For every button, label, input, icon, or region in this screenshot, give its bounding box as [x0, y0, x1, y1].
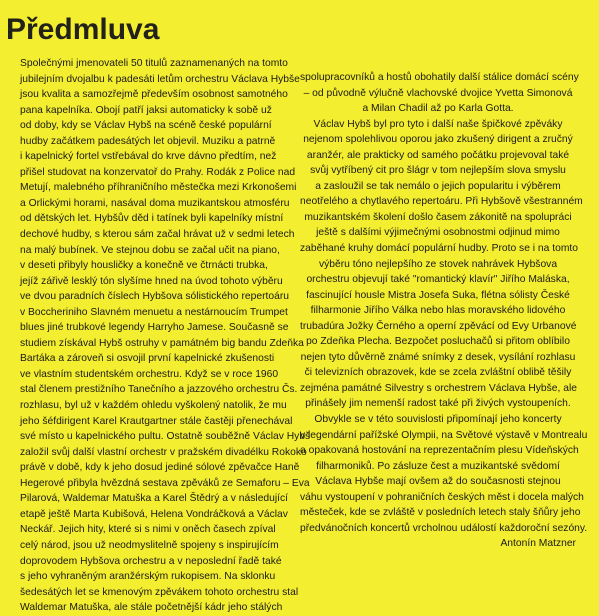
text-line: aranžér, ale prakticky od samého počátku projevoval také — [306, 149, 570, 161]
text-line: své místo u kapelnického pultu. Ostatně souběžně Václav Hybš — [20, 431, 311, 443]
text-line: výběru tóno nejlepšího ze stovek nahrávek Hybšova — [318, 258, 558, 270]
text-line: od dětských let. Hybšův děd i tatínek byli kapelníky místní — [20, 213, 284, 225]
text-line: přinášely jim nemenší radost také při živých vystoupeních. — [305, 398, 571, 410]
text-line: ve dvou paradních číslech Hybšova sólistického repertoáru — [20, 291, 290, 303]
text-line: spolupracovníků a hostů obohatily další stálice domácí scény — [300, 72, 579, 83]
text-line: Hegerové přibyla hvězdná sestava zpěváků ze Semaforu – Eva — [20, 477, 310, 489]
text-line: od doby, kdy se Václav Hybš na scéně české populární — [20, 120, 272, 132]
text-line: jubilejním dvojalbu k padesáti letům orchestru Václava Hybše — [20, 73, 300, 85]
text-line: a Orlickými horami, nasával doma muzikantskou atmosféru — [20, 197, 290, 209]
text-line: a zasloužil se tak nemálo o jejich popularitu i výběrem — [315, 180, 561, 192]
text-line: – od původně výlučně vlachovské dvojice Yvetta Simonová — [303, 87, 573, 99]
text-line: váhu vystoupení v pohraničních českých měst i docela malých — [300, 491, 584, 503]
text-line: nejenom spolehlivou oporou jako zkušený dirigent a zručný — [303, 134, 573, 146]
text-line: Waldemar Matuška, ale stále početnější kádr jeho stálých — [20, 602, 283, 614]
text-line: po Zdeňka Plecha. Bezpočet posluchačů si přitom oblíbilo — [306, 336, 570, 348]
text-line: nejen tyto důvěrně známé snímky z desek, vysílání rozhlasu — [300, 351, 576, 363]
text-line: Neckář. Jejich hity, které si s nimi v oněch časech zpíval — [20, 524, 276, 536]
text-line: městeček, kde se zvláště v posledních letech staly šňůry jeho — [300, 507, 581, 519]
text-line: filharmonie Jiřího Válka nebo hlas moravského lidového — [310, 305, 566, 317]
text-line: jsou kvalita a samozřejmě především osobnost samotného — [20, 89, 288, 101]
text-line: filharmoniků. Po zásluze čest a muzikantské svědomí — [316, 460, 560, 472]
text-line: Bartáka a zároveň si osvojil první kapelnické zkušenosti — [20, 353, 275, 365]
text-line: v deseti přibyly housličky a konečně ve čtrnácti trubka, — [20, 260, 268, 272]
text-line: neotřelého a chytlavého repertoáru. Při Hybšově všestranném — [300, 196, 583, 208]
text-line: Václava Hybše mají ovšem až do současnosti stejnou — [315, 476, 561, 488]
text-line: orchestru objevují také "romantický klavír" Jiřího Maláska, — [306, 274, 570, 286]
text-line: zejména památné Silvestry s orchestrem Václava Hybše, ale — [300, 382, 577, 394]
text-line: v legendární pařížské Olympii, na Světové výstavě v Montrealu — [300, 429, 588, 441]
text-line: Václav Hybš byl pro tyto i další naše špičkové zpěváky — [313, 118, 563, 130]
text-line: šedesátých let se kmenovým zpěvákem tohoto orchestru stal — [20, 586, 299, 598]
text-line: pana kapelníka. Obojí patří jaksi automaticky k sobě už — [20, 104, 272, 116]
text-line: jejíž zářivě lesklý tón slyšíme hned na úvod tohoto výběru — [20, 275, 283, 287]
text-line: Pilarová, Waldemar Matuška a Karel Štědrý a v následující — [20, 493, 289, 505]
text-line: s jeho vyhraněným aranžérským rukopisem. Na sklonku — [20, 571, 276, 583]
left-column-text — [20, 56, 311, 616]
text-line: i kapelnický fortel vstřebával do krve dávno předtím, než — [20, 151, 277, 163]
text-line: svůj vytříbený cit pro šlágr v tom nejlepším slova smyslu — [310, 165, 566, 177]
text-line: studiem získával Hybš ostruhy v památném big bandu Zdeňka — [20, 337, 304, 349]
text-line: stal členem prestižního Tanečního a jazzového orchestru Čs. — [20, 384, 298, 396]
text-line: ještě s dalšími výjimečnými osobnostmi odjinud mimo — [316, 227, 560, 239]
text-line: na malý bubínek. Ve stejnou dobu se začal učit na piano, — [20, 244, 280, 256]
text-line: Obvykle se v této souvislosti připomínají jeho koncerty — [314, 414, 562, 426]
text-line: v Boccheriniho Slavném menuetu a nestárnoucím Trumpet — [20, 306, 288, 318]
text-line: blues jiné trubkové legendy Harryho Jamese. Současně se — [20, 322, 289, 334]
text-line: etapě ještě Marta Kubišová, Helena Vondráčková a Václav — [20, 508, 288, 520]
text-line: předvánočních koncertů vrcholnou událostí každoroční sezóny. — [300, 522, 588, 534]
text-line: založil svůj další vlastní orchestr v pražském divadélku Rokoko — [20, 446, 307, 458]
text-line: ve vlastním studentském orchestru. Když se v roce 1960 — [20, 368, 279, 380]
page-title: Předmluva — [6, 13, 160, 46]
text-line: či televizních obrazovek, kde se zcela zvláštní oblibě těšily — [304, 367, 572, 379]
text-line: fascinující housle Mistra Josefa Suka, flétna sólisty České — [306, 289, 570, 301]
text-line: zaběhané kruhy domácí populární hudby. Proto se i na tomto — [300, 243, 578, 255]
text-line: Společnými jmenovateli 50 titulů zaznamenaných na tomto — [20, 58, 288, 69]
text-line: celý národ, jsou už neodmyslitelně spojeny s inspirujícím — [20, 539, 279, 551]
text-line: doprovodem Hybšova orchestru a v neposlední řadě také — [20, 555, 282, 567]
text-line: trubadúra Jožky Černého a operní zpěvácí od Evy Urbanové — [300, 320, 577, 332]
text-line: muzikantském školení došlo časem zákonitě na spolupráci — [304, 211, 572, 223]
text-line: dechové hudby, s kterou sám začal hrávat už v sedmi letech — [20, 229, 295, 241]
text-line: jeho šéfdirigent Karel Krautgartner stále častěji přenechával — [20, 415, 293, 427]
text-line: přišel studovat na konzervatoř do Prahy. Rodák z Police nad — [20, 166, 296, 178]
text-line: a opakovaná hostování na reprezentačním plesu Vídeňských — [300, 445, 579, 457]
text-line: Metují, malebného příhraničního městečka mezi Krkonošemi — [20, 182, 297, 194]
text-line: právě v době, kdy k jeho dosud jediné sólové zpěvačce Haně — [20, 462, 300, 474]
author-signature: Antonín Matzner — [500, 538, 576, 550]
text-line: rozhlasu, byl už v každém ohledu vyškolený natolik, že mu — [20, 400, 287, 412]
right-column-text — [300, 70, 588, 552]
text-line: a Milan Chadil až po Karla Gotta. — [362, 103, 514, 115]
text-line: hudby začátkem padesátých let objevil. Muziku a patrně — [20, 135, 276, 147]
